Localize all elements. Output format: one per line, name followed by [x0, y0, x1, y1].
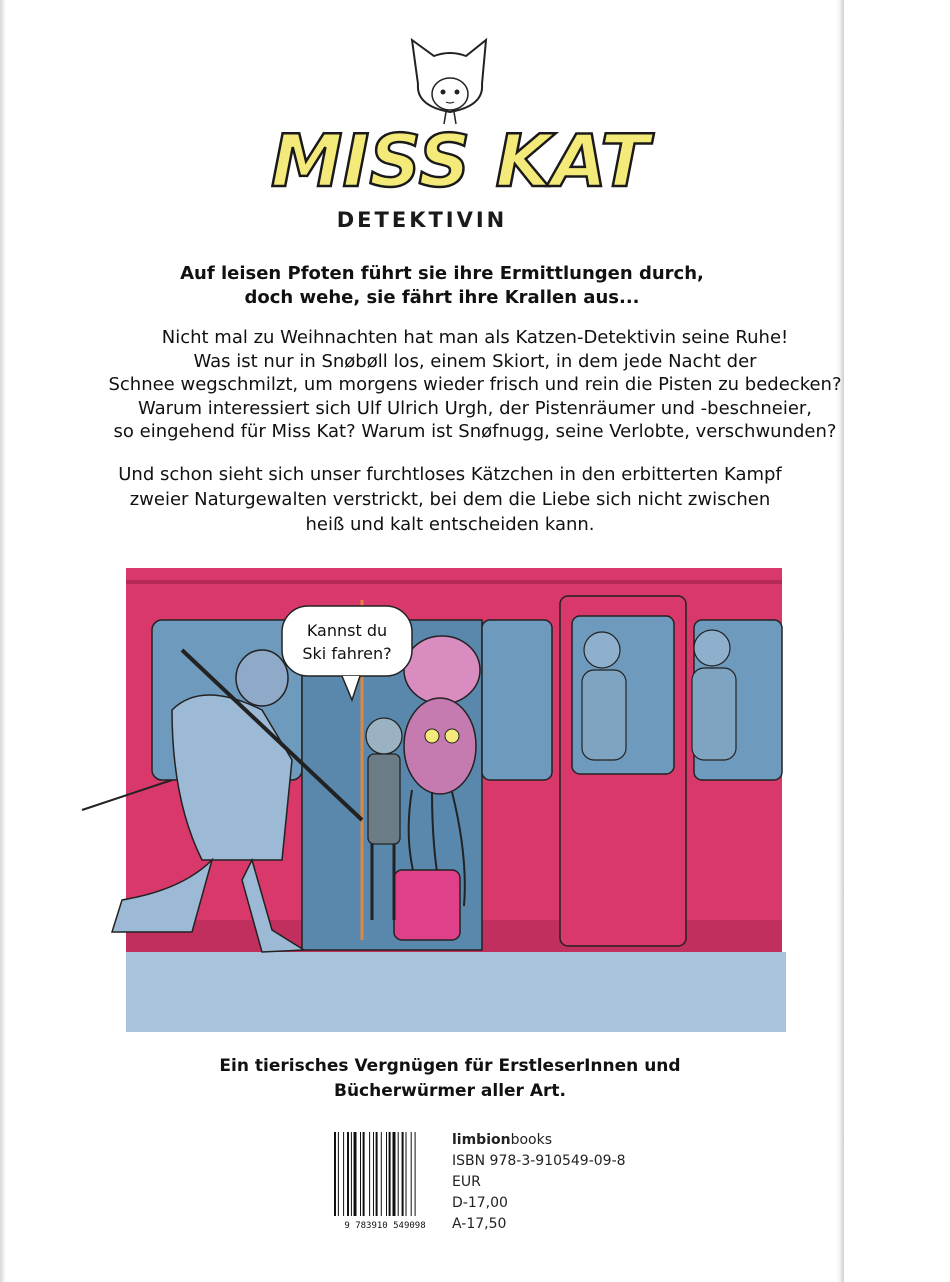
barcode-bar [393, 1132, 396, 1216]
barcode-bar [363, 1132, 365, 1216]
publisher-info [452, 1130, 626, 1235]
price-germany: D-17,00 [452, 1195, 508, 1211]
logo-title: MISS KAT [270, 119, 650, 203]
isbn-barcode [330, 1130, 440, 1230]
subtitle: DETEKTIVIN [336, 208, 508, 232]
tagline-line: Bücherwürmer aller Art. [334, 1081, 566, 1101]
blurb-line: Schnee wegschmilzt, um morgens wieder frisch und rein die Pisten zu bedecken? [108, 374, 842, 395]
barcode-bar [338, 1132, 339, 1216]
speech-bubble-line: Kannst du [306, 621, 388, 640]
lede [0, 262, 884, 310]
barcode-bar [386, 1132, 387, 1216]
barcode-bar [360, 1132, 361, 1216]
platform [126, 952, 786, 1032]
lede-line: Auf leisen Pfoten führt sie ihre Ermittlungen durch, [180, 263, 704, 284]
barcode-bar [343, 1132, 344, 1216]
blurb-line: Was ist nur in Snøbøll los, einem Skiort, in dem jede Nacht der [193, 350, 757, 372]
miss-kat-logo [270, 36, 650, 203]
currency: EUR [452, 1174, 481, 1190]
speech-bubble-line: Ski fahren? [302, 644, 392, 663]
blurb-line: zweier Naturgewalten verstrickt, bei dem die Liebe sich nicht zwischen [129, 489, 771, 510]
barcode-bar [347, 1132, 349, 1216]
barcode-bar [381, 1132, 382, 1216]
barcode-bar [354, 1132, 357, 1216]
barcode-bars [334, 1132, 416, 1216]
blurb-line: heiß und kalt entscheiden kann. [305, 514, 595, 535]
blurb-line: Und schon sieht sich unser furchtloses Kätzchen in den erbitterten Kampf [118, 464, 782, 485]
barcode-bar [351, 1132, 352, 1216]
blurb-line: Nicht mal zu Weihnachten hat man als Katzen-Detektivin seine Ruhe! [161, 327, 789, 348]
lede-line: doch wehe, sie fährt ihre Krallen aus... [244, 287, 640, 308]
tagline [0, 1054, 900, 1104]
barcode-bar [406, 1132, 407, 1216]
barcode-bar [369, 1132, 370, 1216]
barcode-bar [389, 1132, 391, 1216]
cat-head-icon [412, 40, 486, 124]
barcode-bar [373, 1132, 374, 1216]
barcode-digits: 9 783910 549098 [344, 1221, 426, 1231]
brand-bold: limbion [452, 1132, 511, 1148]
isbn: ISBN 978-3-910549-09-8 [452, 1153, 626, 1169]
publisher-brand [452, 1130, 626, 1151]
blurb-line: Warum interessiert sich Ulf Ulrich Urgh, der Pistenräumer und -beschneier, [137, 397, 813, 419]
pink-bag [394, 870, 460, 940]
tagline-line: Ein tierisches Vergnügen für ErstleserInnen und [219, 1056, 681, 1076]
price-austria: A-17,50 [452, 1216, 507, 1232]
barcode-bar [334, 1132, 336, 1216]
brand-rest: books [510, 1132, 553, 1148]
blurb-paragraph-1 [0, 326, 950, 444]
barcode-bar [402, 1132, 404, 1216]
blurb-line: so eingehend für Miss Kat? Warum ist Snøfnugg, seine Verlobte, verschwunden? [113, 421, 837, 442]
train-window [482, 620, 552, 780]
train-illustration [72, 560, 788, 1036]
barcode-bar [398, 1132, 399, 1216]
barcode-bar [411, 1132, 412, 1216]
barcode-bar [376, 1132, 378, 1216]
barcode-bar [415, 1132, 416, 1216]
blurb-paragraph-2 [0, 462, 900, 537]
